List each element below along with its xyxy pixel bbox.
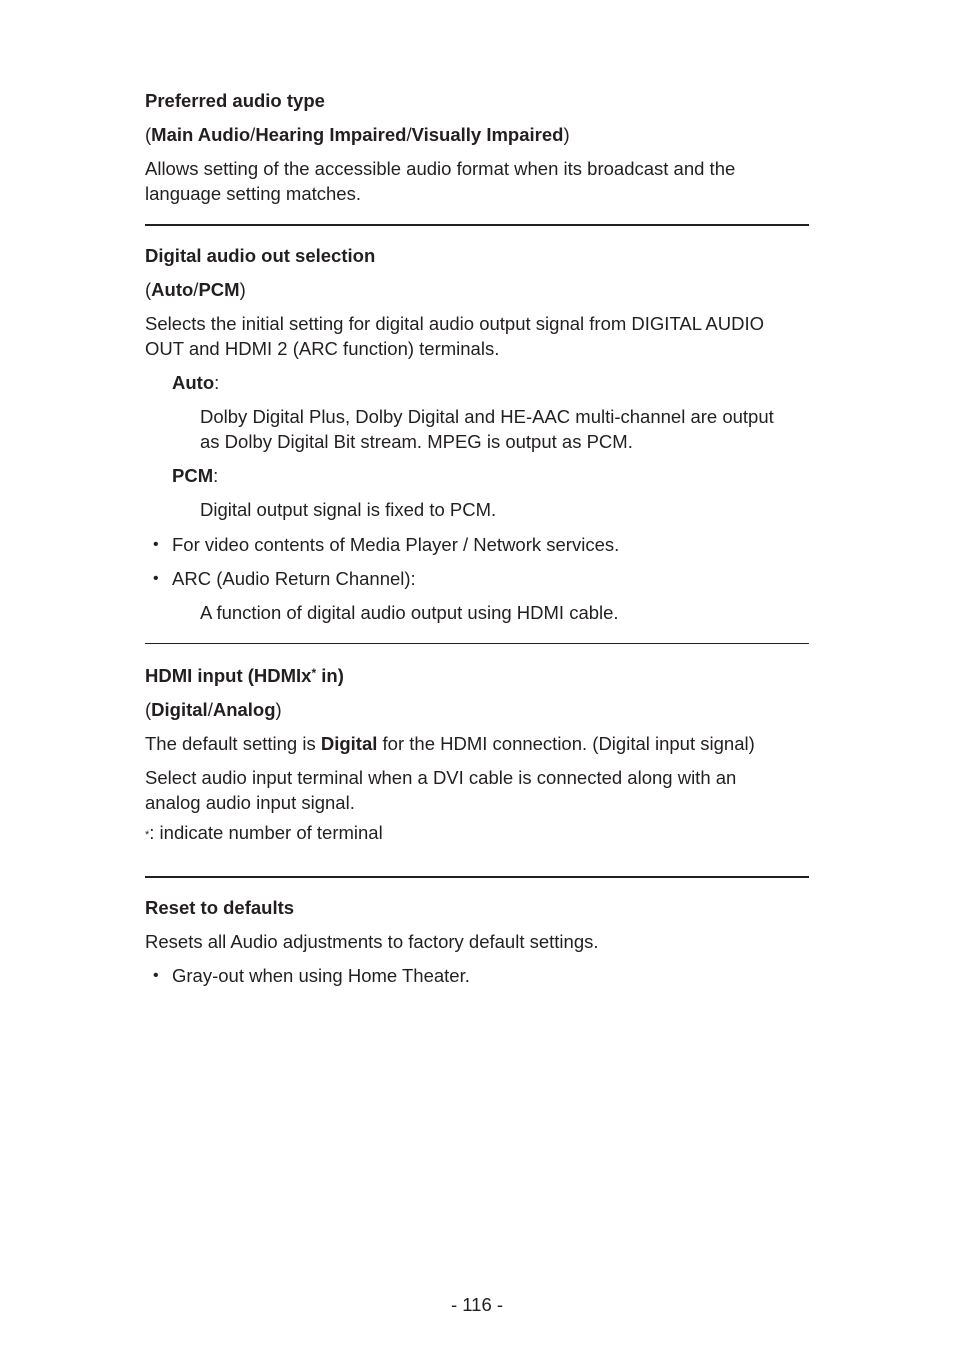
bullet-dot: • xyxy=(153,570,159,587)
asterisk-icon: * xyxy=(145,829,150,841)
auto-term: Auto: xyxy=(172,372,220,393)
hdmi-input-desc2-line1: Select audio input terminal when a DVI cable is connected along with an xyxy=(145,767,737,788)
pcm-desc: Digital output signal is fixed to PCM. xyxy=(200,499,497,520)
digital-audio-out-desc-line2: OUT and HDMI 2 (ARC function) terminals. xyxy=(145,338,500,359)
page-number: - 116 - xyxy=(450,1294,504,1315)
bullet-home-theater: Gray-out when using Home Theater. xyxy=(172,965,470,986)
option-pcm: PCM xyxy=(198,279,240,300)
auto-desc-line2: as Dolby Digital Bit stream. MPEG is output as PCM. xyxy=(200,431,633,452)
digital-audio-out-options: (Auto/PCM) xyxy=(145,279,246,300)
option-main-audio: Main Audio xyxy=(151,124,251,145)
pcm-term: PCM: xyxy=(172,465,219,486)
bullet-dot: • xyxy=(153,967,159,984)
option-hearing-impaired: Hearing Impaired xyxy=(255,124,407,145)
bullet-dot: • xyxy=(153,536,159,553)
reset-heading: Reset to defaults xyxy=(145,897,295,918)
option-analog: Analog xyxy=(212,699,276,720)
section-divider xyxy=(145,643,809,644)
hdmi-input-options: (Digital/Analog) xyxy=(145,699,282,720)
bullet-arc: ARC (Audio Return Channel): xyxy=(172,568,416,589)
preferred-audio-desc-line1: Allows setting of the accessible audio format when its broadcast and the xyxy=(145,158,736,179)
terminal-note: *: indicate number of terminal xyxy=(145,822,383,843)
auto-desc-line1: Dolby Digital Plus, Dolby Digital and HE-AAC multi-channel are output xyxy=(200,406,774,427)
hdmi-input-desc2-line2: analog audio input signal. xyxy=(145,792,355,813)
hdmi-input-desc1: The default setting is Digital for the HDMI connection. (Digital input signal) xyxy=(145,733,755,754)
option-auto: Auto xyxy=(151,279,194,300)
bullet-media-player: For video contents of Media Player / Network services. xyxy=(172,534,620,555)
preferred-audio-options: (Main Audio/Hearing Impaired/Visually Impaired) xyxy=(145,124,570,145)
digital-audio-out-desc-line1: Selects the initial setting for digital audio output signal from DIGITAL AUDIO xyxy=(145,313,765,334)
section-divider xyxy=(145,224,809,226)
asterisk-icon: * xyxy=(311,666,317,680)
hdmi-input-heading: HDMI input (HDMIx* in) xyxy=(145,665,344,686)
digital-audio-out-heading: Digital audio out selection xyxy=(145,245,376,266)
reset-desc: Resets all Audio adjustments to factory default settings. xyxy=(145,931,599,952)
option-digital: Digital xyxy=(151,699,208,720)
option-visually-impaired: Visually Impaired xyxy=(411,124,564,145)
preferred-audio-desc-line2: language setting matches. xyxy=(145,183,361,204)
arc-desc: A function of digital audio output using HDMI cable. xyxy=(200,602,619,623)
preferred-audio-heading: Preferred audio type xyxy=(145,90,325,111)
section-divider xyxy=(145,876,809,878)
